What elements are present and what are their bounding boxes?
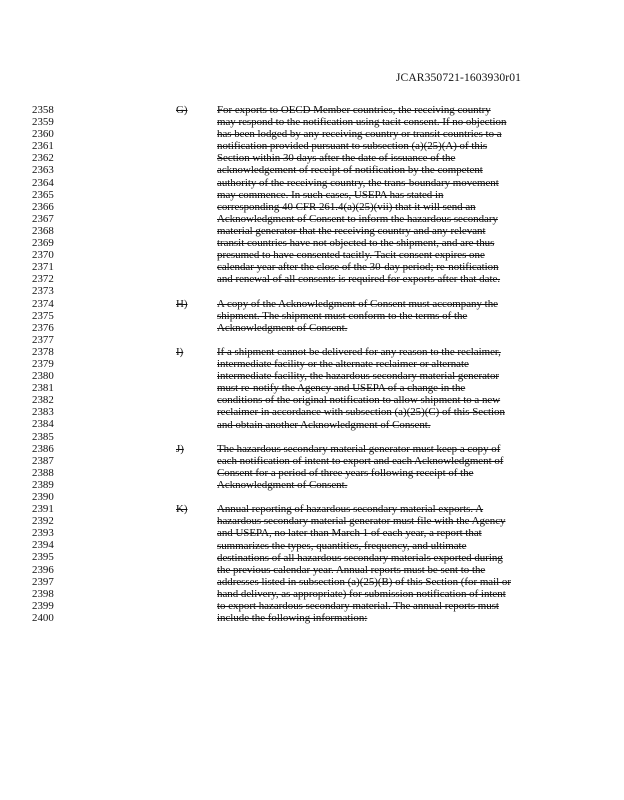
text-line: and obtain another Acknowledgment of Consent. — [217, 418, 431, 431]
line-number: 2372 — [32, 273, 54, 286]
line-number: 2371 — [32, 261, 54, 274]
paragraph-text — [217, 104, 537, 285]
text-line: A copy of the Acknowledgment of Consent must accompany the — [217, 297, 498, 310]
line-number: 2374 — [32, 297, 54, 310]
line-number: 2394 — [32, 539, 54, 552]
line-number: 2400 — [32, 611, 54, 624]
text-line: authority of the receiving country, the trans-boundary movement — [217, 176, 499, 189]
line-number: 2385 — [32, 430, 54, 443]
paragraph-label: K) — [176, 503, 188, 516]
text-line: material generator that the receiving country and any relevant — [217, 224, 486, 237]
paragraph-label: I) — [176, 346, 184, 358]
paragraph-text — [217, 346, 537, 431]
text-line: reclaimer in accordance with subsection (a)(25)(C) of this Section — [217, 406, 505, 419]
line-number: 2376 — [32, 321, 54, 334]
text-line: and USEPA, no later than March 1 of each year, a report that — [217, 527, 482, 540]
line-number: 2368 — [32, 224, 54, 237]
line-number: 2391 — [32, 503, 54, 516]
text-line: has been lodged by any receiving country or transit countries to a — [217, 128, 502, 141]
line-number: 2388 — [32, 466, 54, 479]
text-line: transit countries have not objected to the shipment, and are thus — [217, 237, 495, 250]
text-line: hand delivery, as appropriate) for submission notification of intent — [217, 587, 506, 600]
text-line: summarizes the types, quantities, frequency, and ultimate — [217, 539, 467, 552]
line-number: 2370 — [32, 249, 54, 262]
text-line: may commence. In such cases, USEPA has stated in — [217, 188, 444, 201]
line-number: 2382 — [32, 394, 54, 407]
line-number: 2358 — [32, 104, 54, 116]
text-line: the previous calendar year. Annual reports must be sent to the — [217, 563, 486, 576]
line-number: 2379 — [32, 357, 54, 370]
paragraph-label: G) — [176, 104, 188, 116]
text-line: and renewal of all consents is required for exports after that date. — [217, 273, 501, 286]
line-number: 2373 — [32, 285, 54, 298]
line-number: 2362 — [32, 152, 54, 165]
text-line: hazardous secondary material generator must file with the Agency — [217, 515, 506, 528]
text-line: notification provided pursuant to subsection (a)(25)(A) of this — [217, 140, 488, 153]
text-line: to export hazardous secondary material. The annual reports must — [217, 600, 499, 613]
line-number: 2398 — [32, 587, 54, 600]
line-number: 2386 — [32, 442, 54, 455]
text-line: intermediate facility or the alternate reclaimer or alternate — [217, 358, 469, 371]
text-line: include the following information: — [217, 612, 368, 625]
text-line: Section within 30 days after the date of issuance of the — [217, 152, 456, 165]
text-line: each notification of intent to export and each Acknowledgment of — [217, 454, 504, 467]
line-number: 2360 — [32, 128, 54, 141]
line-number: 2359 — [32, 116, 54, 129]
paragraph-text — [217, 443, 537, 491]
text-line: Acknowledgment of Consent to inform the hazardous secondary — [217, 212, 498, 225]
line-number: 2395 — [32, 551, 54, 564]
paragraph-label: H) — [176, 297, 188, 310]
line-number: 2365 — [32, 188, 54, 201]
text-line: corresponding 40 CFR 261.4(a)(25)(vii) that it will send an — [217, 200, 476, 213]
paragraph-text — [217, 503, 537, 624]
line-number: 2378 — [32, 345, 54, 358]
line-number-column — [32, 104, 66, 624]
line-number: 2396 — [32, 563, 54, 576]
text-line: Acknowledgment of Consent. — [217, 321, 348, 334]
line-number: 2366 — [32, 200, 54, 213]
text-line: conditions of the original notification to allow shipment to a new — [217, 394, 501, 407]
line-number: 2384 — [32, 418, 54, 431]
text-line: shipment. The shipment must conform to the terms of the — [217, 309, 468, 322]
text-line: may respond to the notification using tacit consent. If no objection — [217, 116, 507, 129]
text-line: If a shipment cannot be delivered for any reason to the reclaimer, — [217, 346, 501, 358]
text-line: The hazardous secondary material generator must keep a copy of — [217, 442, 501, 455]
line-number: 2387 — [32, 454, 54, 467]
text-line: presumed to have consented tacitly. Tacit consent expires one — [217, 249, 485, 262]
line-number: 2361 — [32, 140, 54, 153]
line-number: 2399 — [32, 599, 54, 612]
text-line: must re-notify the Agency and USEPA of a change in the — [217, 382, 466, 395]
line-number: 2377 — [32, 333, 54, 346]
line-number: 2389 — [32, 478, 54, 491]
line-number: 2380 — [32, 370, 54, 383]
text-line: intermediate facility, the hazardous secondary material generator — [217, 370, 500, 383]
text-line: destinations of all hazardous secondary materials exported during — [217, 551, 503, 564]
text-line: calendar year after the close of the 30-day period; re-notification — [217, 261, 499, 274]
line-number: 2363 — [32, 164, 54, 177]
line-number: 2397 — [32, 575, 54, 588]
text-line: addresses listed in subsection (a)(25)(B) of this Section (for mail or — [217, 575, 511, 588]
text-line: For exports to OECD Member countries, the receiving country — [217, 104, 491, 116]
line-number: 2364 — [32, 176, 54, 189]
paragraph-label: J) — [176, 442, 184, 455]
document-header-code: JCAR350721-1603930r01 — [395, 71, 521, 84]
line-number: 2369 — [32, 237, 54, 250]
paragraph-text — [217, 298, 537, 334]
line-number: 2393 — [32, 527, 54, 540]
line-number: 2367 — [32, 212, 54, 225]
text-line: Acknowledgment of Consent. — [217, 479, 348, 492]
line-number: 2390 — [32, 491, 54, 503]
line-number: 2392 — [32, 515, 54, 528]
text-line: acknowledgement of receipt of notification by the competent — [217, 164, 483, 177]
text-line: Annual reporting of hazardous secondary material exports. A — [217, 503, 484, 516]
text-line: Consent for a period of three years following receipt of the — [217, 466, 474, 479]
line-number: 2381 — [32, 382, 54, 395]
line-number: 2383 — [32, 406, 54, 419]
line-number: 2375 — [32, 309, 54, 322]
